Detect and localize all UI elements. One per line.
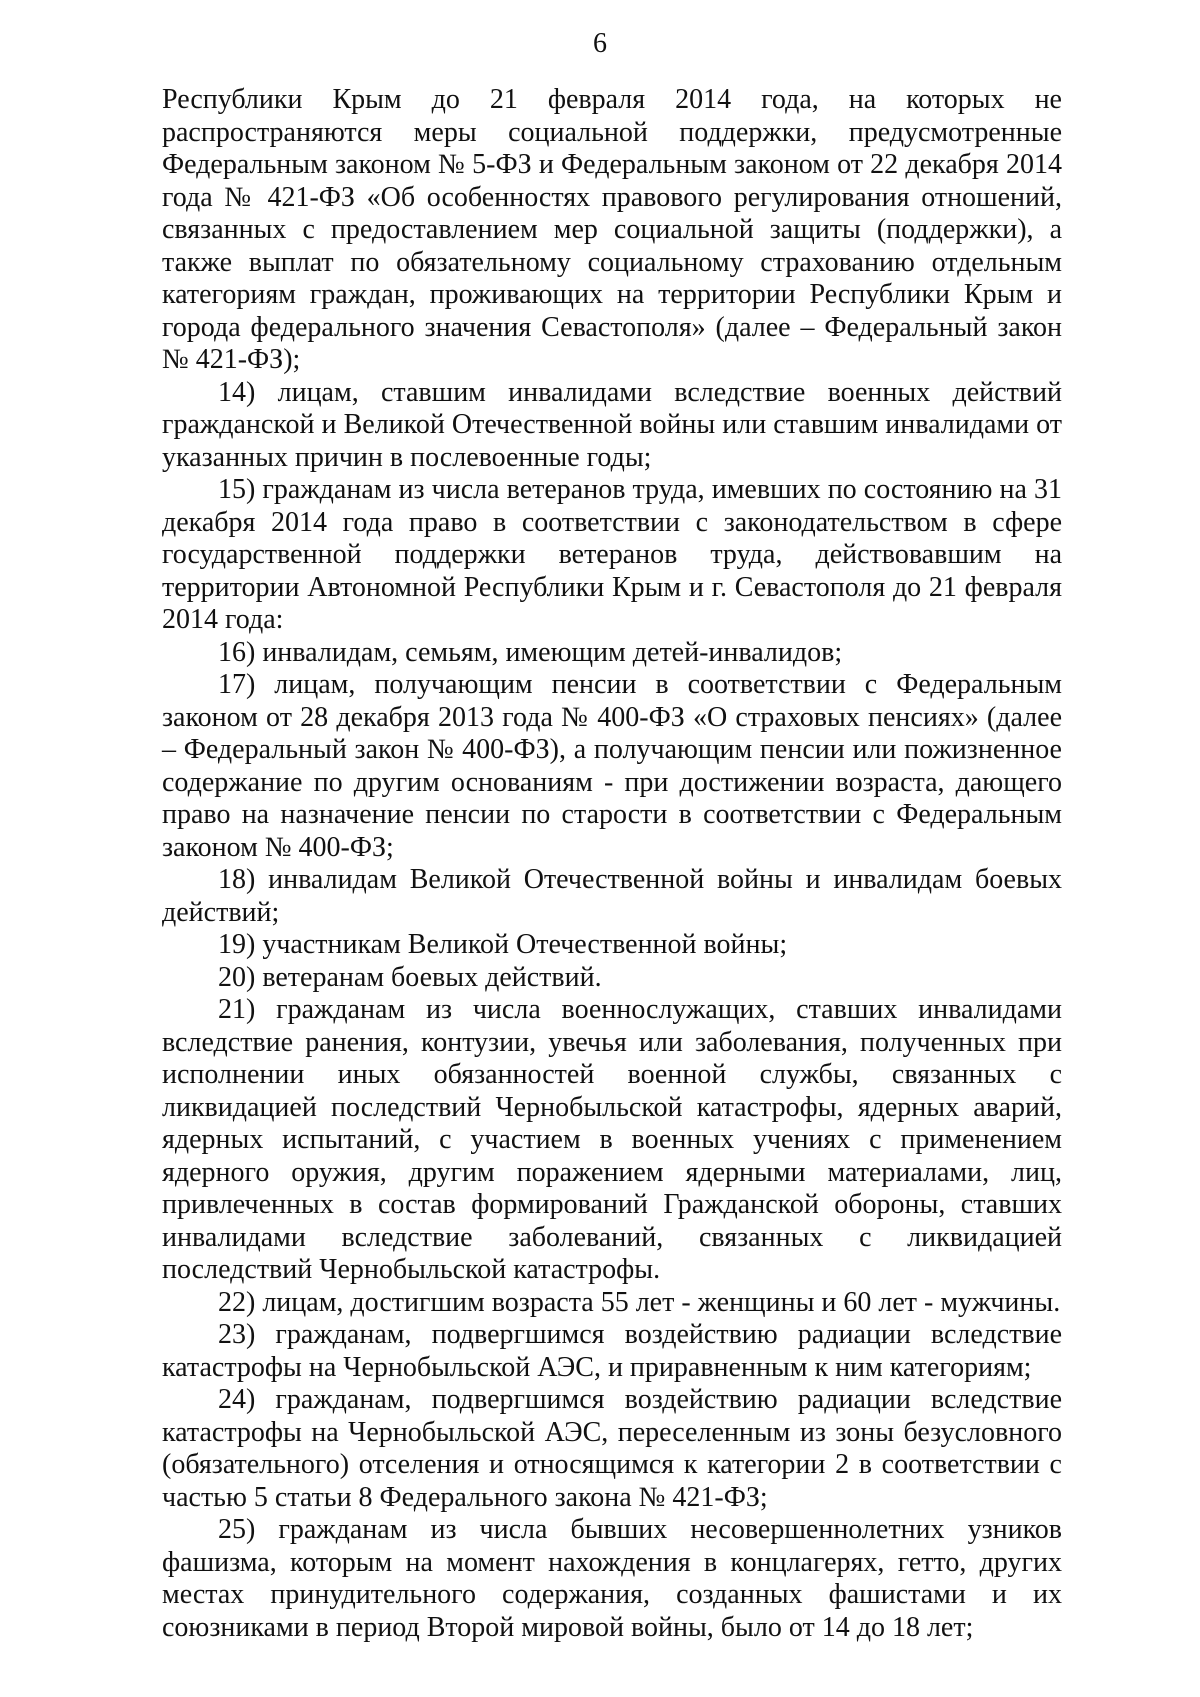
list-item-19: 19) участникам Великой Отечественной войны;	[218, 929, 788, 960]
list-item-15: 15) гражданам из числа ветеранов труда, имевших по состоянию на 31 декабря 2014 года право в соответствии с законодательством в сфере государственной поддержки ветеранов труда, действовавшим на территории Автономной Республики Крым и г. Севастополя до 21 февраля 2014 года:	[162, 474, 1062, 635]
list-item-25: 25) гражданам из числа бывших несовершеннолетних узников фашизма, которым на момент нахождения в концлагерях, гетто, других местах принудительного содержания, созданных фашистами и их союзниками в период Второй мировой войны, было от 14 до 18 лет;	[162, 1514, 1062, 1643]
list-item-18: 18) инвалидам Великой Отечественной войны и инвалидам боевых действий;	[162, 864, 1062, 928]
list-item-14: 14) лицам, ставшим инвалидами вследствие военных действий гражданской и Великой Отечественной войны или ставшим инвалидами от указанных причин в послевоенные годы;	[162, 376, 1062, 473]
list-item-17: 17) лицам, получающим пенсии в соответствии с Федеральным законом от 28 декабря 2013 года № 400-ФЗ «О страховых пенсиях» (далее – Федеральный закон № 400-ФЗ), а получающим пенсии или пожизненное содержание по другим основаниям - при достижении возраста, дающего право на назначение пенсии по старости в соответствии с Федеральным законом № 400-ФЗ;	[162, 669, 1062, 863]
list-item-23: 23) гражданам, подвергшимся воздействию радиации вследствие катастрофы на Чернобыльской АЭС, и приравненным к ним категориям;	[162, 1319, 1062, 1383]
list-item-21: 21) гражданам из числа военнослужащих, ставших инвалидами вследствие ранения, контузии, увечья или заболевания, полученных при исполнении иных обязанностей военной службы, связанных с ликвидацией последствий Чернобыльской катастрофы, ядерных аварий, ядерных испытаний, с участием в военных учениях с применением ядерного оружия, другим поражением ядерными материалами, лиц, привлеченных в состав формирований Гражданской обороны, ставших инвалидами вследствие заболеваний, связанных с ликвидацией последствий Чернобыльской катастрофы.	[162, 994, 1062, 1285]
list-item-16: 16) инвалидам, семьям, имеющим детей-инвалидов;	[218, 636, 843, 668]
paragraph-continuation: Республики Крым до 21 февраля 2014 года, на которых не распространяются меры социальной поддержки, предусмотренные Федеральным законом № 5-ФЗ и Федеральным законом от 22 декабря 2014 года № 421-ФЗ «Об особенностях правового регулирования отношений, связанных с предоставлением мер социальной защиты (поддержки), а также выплат по обязательному социальному страхованию отдельным категориям граждан, проживающих на территории Республики Крым и города федерального значения Севастополя» (далее – Федеральный закон № 421-ФЗ);	[162, 84, 1062, 375]
list-item-20: 20) ветеранам боевых действий.	[218, 961, 602, 993]
document-body	[162, 84, 1062, 1644]
page-number: 6	[593, 28, 607, 59]
list-item-22: 22) лицам, достигшим возраста 55 лет - женщины и 60 лет - мужчины.	[218, 1286, 1061, 1318]
list-item-24: 24) гражданам, подвергшимся воздействию радиации вследствие катастрофы на Чернобыльской АЭС, переселенным из зоны безусловного (обязательного) отселения и относящимся к категории 2 в соответствии с частью 5 статьи 8 Федерального закона № 421-ФЗ;	[162, 1384, 1062, 1513]
